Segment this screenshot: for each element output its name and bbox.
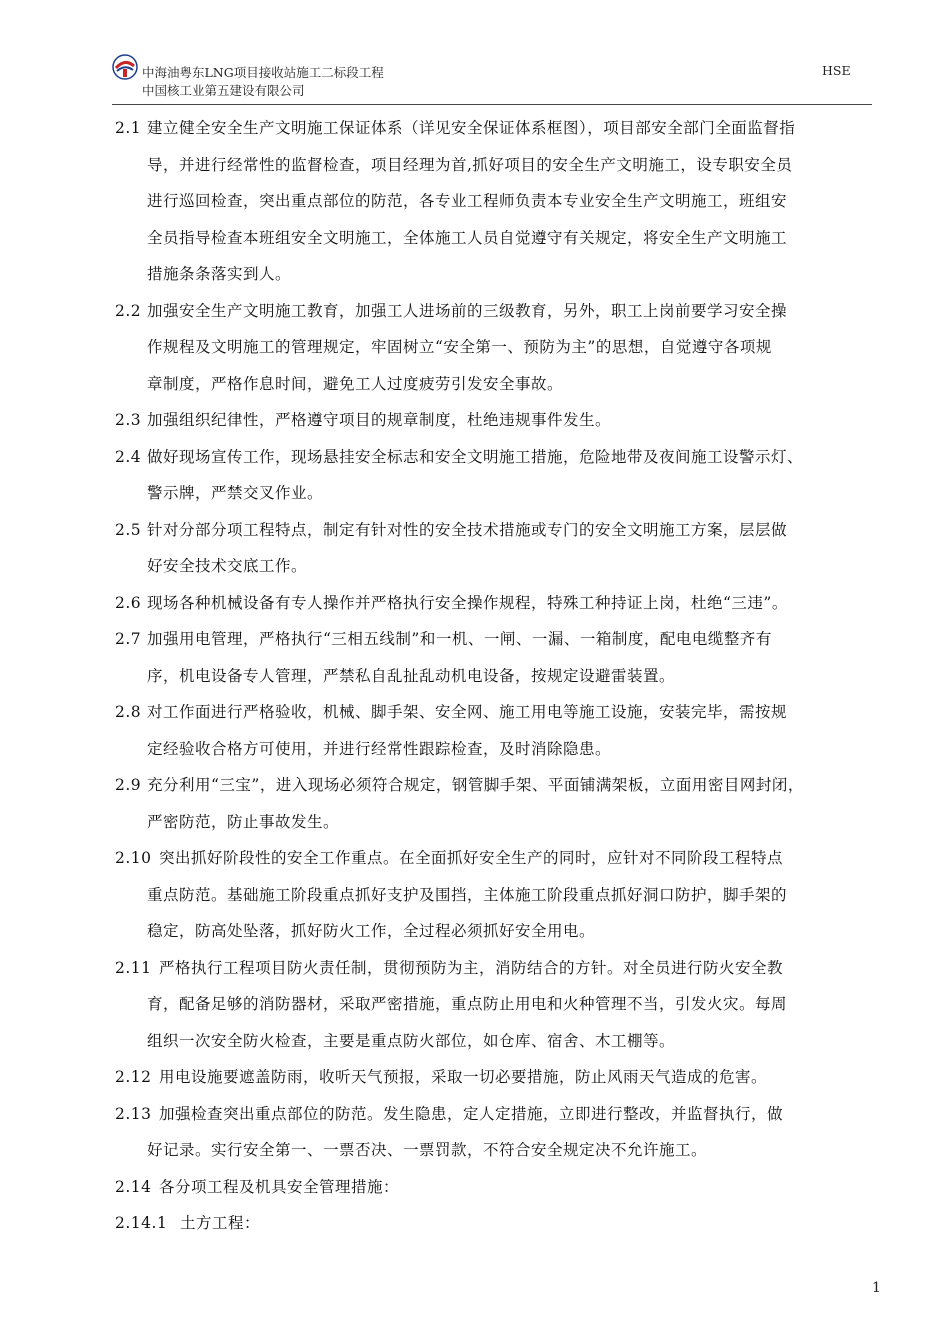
header-company-name: 中国核工业第五建设有限公司 <box>142 83 305 98</box>
section-number: 2.4 <box>115 447 142 466</box>
paragraph-line: 进行巡回检查，突出重点部位的防范，各专业工程师负责本专业安全生产文明施工，班组安 <box>147 192 788 210</box>
paragraph-line: 章制度，严格作息时间，避免工人过度疲劳引发安全事故。 <box>147 374 564 393</box>
section-number: 2.6 <box>115 593 142 612</box>
section-number: 2.13 <box>115 1104 152 1123</box>
paragraph-line: 序，机电设备专人管理，严禁私自乱扯乱动机电设备，按规定设避雷装置。 <box>147 666 676 685</box>
paragraph-line: 组织一次安全防火检查，主要是重点防火部位，如仓库、宿舍、木工棚等。 <box>147 1031 676 1050</box>
paragraph-first-line: 土方工程： <box>180 1214 261 1232</box>
paragraph-first-line: 对工作面进行严格验收，机械、脚手架、安全网、施工用电等施工设施，安装完毕，需按规 <box>147 703 788 721</box>
paragraph-line: 作规程及文明施工的管理规定，牢固树立“安全第一、预防为主”的思想，自觉遵守各项规 <box>147 338 772 356</box>
paragraph-line: 重点防范。基础施工阶段重点抓好支护及围挡，主体施工阶段重点抓好洞口防护，脚手架的 <box>147 885 788 904</box>
paragraph-first-line: 突出抓好阶段性的安全工作重点。在全面抓好安全生产的同时，应针对不同阶段工程特点 <box>159 849 784 867</box>
section-number: 2.7 <box>115 630 142 648</box>
section-number: 2.2 <box>115 301 142 320</box>
header-rule <box>112 104 872 105</box>
paragraph-line: 育，配备足够的消防器材，采取严密措施，重点防止用电和火种管理不当，引发火灾。每周 <box>147 995 788 1013</box>
paragraph-line: 好记录。实行安全第一、一票否决、一票罚款，不符合安全规定决不允许施工。 <box>147 1141 708 1159</box>
paragraph-first-line: 针对分部分项工程特点，制定有针对性的安全技术措施或专门的安全文明施工方案，层层做 <box>147 520 788 539</box>
section-number: 2.14 <box>115 1177 152 1196</box>
paragraph-line: 导，并进行经常性的监督检查，项目经理为首,抓好项目的安全生产文明施工，设专职安全员 <box>147 155 793 174</box>
paragraph-first-line: 充分利用“三宝”，进入现场必须符合规定，钢管脚手架、平面铺满架板，立面用密目网封闭， <box>147 776 804 794</box>
paragraph-line: 全员指导检查本班组安全文明施工，全体施工人员自觉遵守有关规定，将安全生产文明施工 <box>147 228 788 247</box>
paragraph-line: 稳定，防高处坠落，抓好防火工作，全过程必须抓好安全用电。 <box>147 922 596 940</box>
section-number: 2.14.1 <box>115 1214 168 1232</box>
paragraph-first-line: 建立健全安全生产文明施工保证体系（详见安全保证体系框图），项目部安全部门全面监督指 <box>147 119 796 137</box>
paragraph-line: 措施条条落实到人。 <box>147 265 292 283</box>
section-number: 2.8 <box>115 703 142 721</box>
paragraph-first-line: 严格执行工程项目防火责任制，贯彻预防为主，消防结合的方针。对全员进行防火安全教 <box>159 958 784 977</box>
paragraph-line: 好安全技术交底工作。 <box>147 557 308 575</box>
paragraph-line: 警示牌，严禁交叉作业。 <box>147 484 324 502</box>
section-number: 2.10 <box>115 849 152 867</box>
paragraph-first-line: 用电设施要遮盖防雨，收听天气预报，采取一切必要措施，防止风雨天气造成的危害。 <box>159 1068 768 1086</box>
section-number: 2.11 <box>115 958 152 977</box>
section-number: 2.9 <box>115 776 142 794</box>
section-number: 2.1 <box>115 119 142 137</box>
section-number: 2.5 <box>115 520 142 539</box>
paragraph-first-line: 做好现场宣传工作，现场悬挂安全标志和安全文明施工措施，危险地带及夜间施工设警示灯、 <box>147 447 804 466</box>
company-logo-icon <box>112 54 138 80</box>
header-project-title: 中海油粤东LNG项目接收站施工二标段工程 <box>142 65 384 80</box>
page-number: 1 <box>872 1280 881 1296</box>
paragraph-first-line: 现场各种机械设备有专人操作并严格执行安全操作规程，特殊工种持证上岗，杜绝“三违”。 <box>147 593 788 612</box>
paragraph-line: 严密防范，防止事故发生。 <box>147 812 340 831</box>
section-number: 2.3 <box>115 411 142 429</box>
paragraph-first-line: 加强安全生产文明施工教育，加强工人进场前的三级教育，另外，职工上岗前要学习安全操 <box>147 301 788 320</box>
header-hse-tag: HSE <box>822 63 851 78</box>
paragraph-first-line: 加强组织纪律性，严格遵守项目的规章制度，杜绝违规事件发生。 <box>147 411 612 429</box>
paragraph-first-line: 各分项工程及机具安全管理措施： <box>159 1177 400 1196</box>
section-number: 2.12 <box>115 1068 152 1086</box>
paragraph-first-line: 加强用电管理，严格执行“三相五线制”和一机、一闸、一漏、一箱制度，配电电缆整齐有 <box>147 630 772 648</box>
paragraph-first-line: 加强检查突出重点部位的防范。发生隐患，定人定措施，立即进行整改，并监督执行，做 <box>159 1104 784 1123</box>
page-header <box>112 50 872 106</box>
paragraph-line: 定经验收合格方可使用，并进行经常性跟踪检查，及时消除隐患。 <box>147 739 612 758</box>
